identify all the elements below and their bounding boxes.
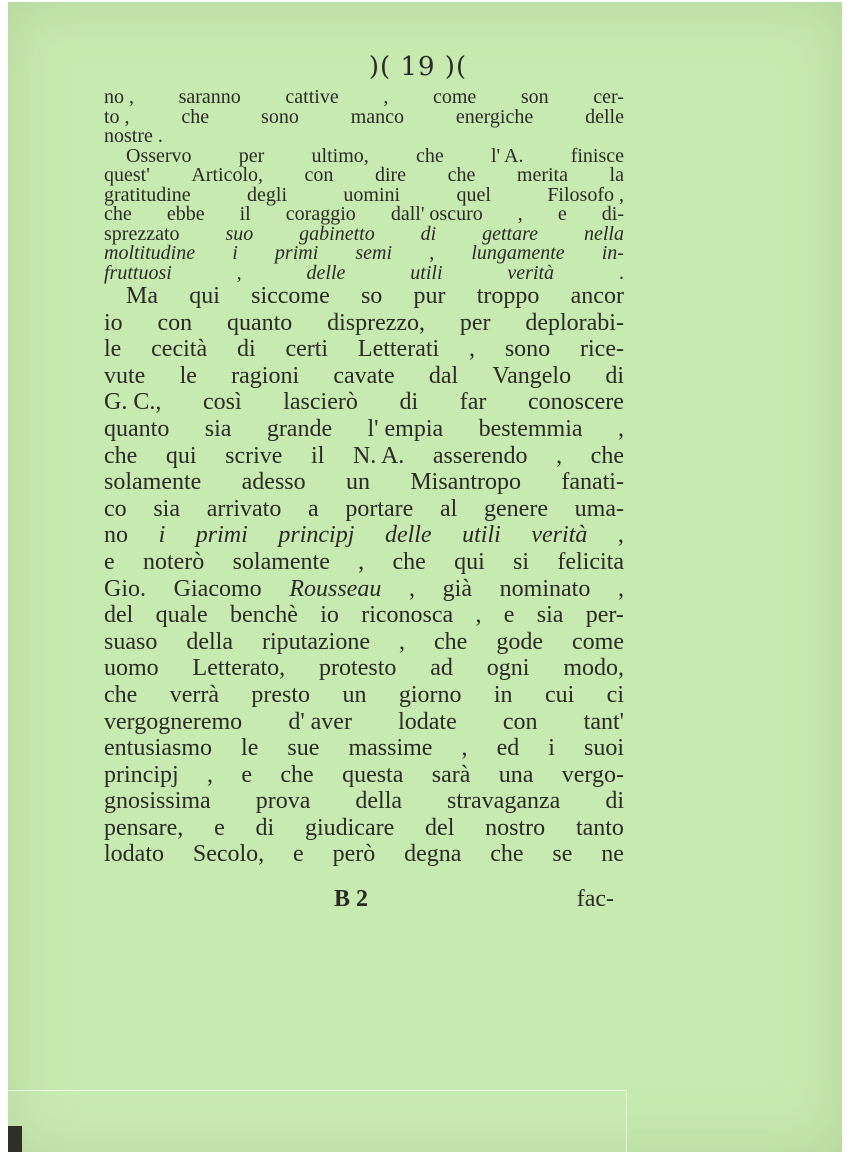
text-segment: prova <box>255 788 311 815</box>
text-segment: verità <box>507 261 555 284</box>
text-segment: N. A. <box>352 442 405 469</box>
text-segment: e <box>557 203 567 225</box>
text-segment: manco <box>350 105 405 128</box>
text-segment: Misantropo <box>410 469 521 496</box>
text-segment: Filosofo , <box>547 183 624 206</box>
text-segment: moltitudine <box>104 242 196 264</box>
text-segment: Osservo <box>126 144 192 167</box>
text-segment: riconosca <box>361 602 454 629</box>
text-segment: certi <box>285 336 329 363</box>
text-segment: le <box>179 362 197 389</box>
text-segment: sarà <box>431 761 471 788</box>
text-segment: principj <box>278 522 355 549</box>
text-segment: verità <box>531 522 588 549</box>
text-segment: io <box>320 602 339 629</box>
text-segment: massime <box>348 735 433 762</box>
text-segment: quel <box>456 183 491 206</box>
text-segment: coraggio <box>285 203 356 225</box>
text-segment: , <box>618 575 624 602</box>
text-segment: portare <box>345 495 414 522</box>
text-segment: ed <box>496 735 520 762</box>
text-segment: semi <box>355 242 393 264</box>
text-line <box>104 496 624 523</box>
text-segment: nella <box>583 222 624 245</box>
page-header: )( 19 )( <box>368 52 468 82</box>
scan-overlay-strip <box>8 1090 627 1153</box>
text-segment: , <box>617 522 624 549</box>
text-segment: gode <box>496 628 543 655</box>
text-segment: di <box>236 336 256 363</box>
text-segment: ragioni <box>231 362 300 389</box>
text-segment: Rousseau <box>289 575 382 602</box>
text-segment: di- <box>601 203 624 225</box>
text-line <box>104 336 624 363</box>
text-segment: cer- <box>593 86 624 108</box>
text-segment: vute <box>104 362 146 389</box>
text-segment: Letterato, <box>192 655 286 682</box>
text-segment: che <box>415 144 444 167</box>
text-line <box>104 735 624 762</box>
text-line <box>104 549 624 576</box>
text-segment: ci <box>606 681 624 708</box>
text-segment: so <box>360 283 383 309</box>
text-segment: Ma <box>126 283 158 309</box>
text-segment: primi <box>274 242 319 264</box>
text-line <box>104 469 624 496</box>
text-segment: in- <box>601 242 624 264</box>
text-segment: del <box>104 602 134 629</box>
signature-mark: B 2 <box>334 886 369 912</box>
text-segment: suaso <box>104 628 158 655</box>
text-segment: Secolo, <box>192 841 265 868</box>
text-segment: ad <box>430 655 453 682</box>
text-segment: con <box>157 309 193 336</box>
text-segment: , <box>398 628 405 655</box>
text-segment: i <box>232 242 238 264</box>
text-segment: degna <box>404 841 462 868</box>
text-segment: troppo <box>476 283 540 309</box>
text-segment: , <box>469 336 476 363</box>
text-segment: , <box>358 548 365 575</box>
text-segment: che <box>104 203 132 225</box>
text-segment: i <box>158 522 166 549</box>
text-segment: far <box>459 389 487 416</box>
text-segment: che <box>104 442 138 469</box>
text-segment: e <box>241 761 253 788</box>
text-segment: per <box>459 309 491 336</box>
text-segment: che <box>490 841 524 868</box>
text-segment: solamente <box>104 469 202 496</box>
text-line <box>104 841 624 868</box>
text-segment: entusiasmo <box>104 735 212 762</box>
page-footer <box>104 886 624 916</box>
text-segment: sia <box>536 602 564 629</box>
text-segment: deplorabi- <box>525 309 624 336</box>
text-segment: questa <box>342 761 404 788</box>
text-segment: presto <box>251 681 311 708</box>
text-segment: , <box>617 415 624 442</box>
text-line <box>104 283 624 310</box>
text-segment: Vangelo <box>492 362 572 389</box>
text-segment: , <box>236 261 242 284</box>
text-segment: un <box>342 681 367 708</box>
paragraph <box>104 144 624 284</box>
text-line <box>104 602 624 629</box>
text-segment: così <box>202 389 242 416</box>
text-segment: qui <box>165 442 197 469</box>
text-segment: son <box>520 86 549 108</box>
text-segment: di <box>399 389 419 416</box>
text-segment: rice- <box>580 336 624 363</box>
text-segment: fruttuosi <box>104 261 172 284</box>
text-segment: G. C., <box>104 389 162 416</box>
text-segment: lascierò <box>283 389 358 416</box>
text-segment: tant' <box>583 708 624 735</box>
text-segment: , <box>409 575 415 602</box>
text-segment: scrive <box>225 442 283 469</box>
text-segment: che <box>104 681 138 708</box>
text-segment: che <box>181 105 210 128</box>
text-segment: un <box>345 469 370 496</box>
text-segment: cecità <box>151 336 208 363</box>
text-segment: i <box>548 735 555 762</box>
text-segment: le <box>104 336 122 363</box>
text-segment: quale <box>155 602 208 629</box>
text-segment: Articolo, <box>191 164 264 186</box>
text-segment: genere <box>484 495 548 522</box>
text-segment: riputazione <box>262 628 370 655</box>
text-line <box>104 261 624 284</box>
text-line <box>104 682 624 709</box>
text-segment: , <box>461 735 468 762</box>
text-line <box>104 709 624 736</box>
text-segment: uomo <box>104 655 159 682</box>
text-segment: vergo- <box>561 761 624 788</box>
text-segment: se <box>552 841 573 868</box>
scan-edge-mark <box>8 1126 22 1152</box>
text-segment: delle <box>384 522 432 549</box>
text-segment: di <box>255 814 275 841</box>
text-segment: che <box>590 442 624 469</box>
text-segment: cavate <box>333 362 395 389</box>
text-segment: lodato <box>104 841 164 868</box>
text-segment: a <box>308 495 319 522</box>
text-segment: suo <box>225 222 254 245</box>
text-segment: come <box>432 86 477 108</box>
text-segment: primi <box>195 522 248 549</box>
text-line <box>104 389 624 416</box>
text-segment: l' A. <box>490 144 524 167</box>
text-segment: disprezzo, <box>327 309 426 336</box>
text-segment: cui <box>544 681 575 708</box>
text-segment: to , <box>104 105 130 128</box>
text-line <box>104 655 624 682</box>
text-line <box>104 762 624 789</box>
text-segment: per <box>238 144 265 167</box>
text-segment: dal <box>428 362 459 389</box>
text-segment: bestemmia <box>478 415 583 442</box>
text-segment: co <box>104 495 127 522</box>
text-segment: sia <box>204 415 232 442</box>
text-segment: uma- <box>574 495 624 522</box>
text-segment: suoi <box>583 735 624 762</box>
text-segment: che <box>447 164 476 186</box>
text-segment: si <box>513 548 530 575</box>
text-segment: Giacomo <box>173 575 262 602</box>
text-segment: delle <box>306 261 346 284</box>
text-segment: finisce <box>570 144 624 167</box>
text-segment: saranno <box>178 86 241 108</box>
text-segment: modo, <box>563 655 624 682</box>
paragraph <box>104 283 624 868</box>
text-line <box>104 363 624 390</box>
text-segment: adesso <box>241 469 306 496</box>
text-segment: ne <box>601 841 624 868</box>
text-segment: degli <box>247 183 288 206</box>
text-line <box>104 105 624 128</box>
text-segment: della <box>186 628 233 655</box>
text-segment: cattive <box>285 86 339 108</box>
text-segment: l' empia <box>367 415 444 442</box>
text-segment: gnosissima <box>104 788 211 815</box>
text-segment: gratitudine <box>104 183 191 206</box>
text-segment: sono <box>504 336 551 363</box>
text-segment: nominato <box>499 575 591 602</box>
text-segment: no , <box>104 86 134 108</box>
text-segment: e <box>104 548 115 575</box>
text-segment: qui <box>189 283 220 309</box>
catchword: fac- <box>576 886 614 912</box>
text-segment: vergogneremo <box>104 708 243 735</box>
text-segment: , <box>517 203 523 225</box>
text-segment: no <box>104 522 128 549</box>
text-segment: principj <box>104 761 179 788</box>
text-segment: d' aver <box>288 708 352 735</box>
text-segment: che <box>280 761 314 788</box>
text-line <box>104 310 624 337</box>
text-segment: Letterati <box>357 336 440 363</box>
text-segment: la <box>609 164 624 186</box>
text-segment: conoscere <box>528 389 624 416</box>
text-line <box>104 127 624 147</box>
text-segment: nostro <box>485 814 546 841</box>
text-segment: del <box>425 814 455 841</box>
text-segment: sono <box>261 105 299 128</box>
text-segment: , <box>475 602 482 629</box>
text-segment: uomini <box>343 183 401 206</box>
text-segment: dire <box>374 164 407 186</box>
text-segment: il <box>239 203 251 225</box>
text-segment: ogni <box>486 655 530 682</box>
text-segment: di <box>605 362 624 389</box>
text-segment: quanto <box>104 415 170 442</box>
text-segment: giorno <box>398 681 462 708</box>
text-segment: arrivato <box>206 495 282 522</box>
text-segment: e <box>214 814 225 841</box>
text-segment: stravaganza <box>447 788 561 815</box>
text-line <box>104 629 624 656</box>
text-segment: già <box>442 575 472 602</box>
text-segment: gettare <box>482 222 539 245</box>
text-segment: , <box>383 86 389 108</box>
text-segment: di <box>420 222 437 245</box>
text-line <box>104 788 624 815</box>
text-segment: energiche <box>455 105 534 128</box>
text-segment: verrà <box>169 681 219 708</box>
book-page <box>8 2 842 1152</box>
text-line <box>104 576 624 603</box>
text-segment: e <box>503 602 515 629</box>
text-segment: felicita <box>557 548 624 575</box>
text-segment: quest' <box>104 164 150 186</box>
text-segment: ancor <box>570 283 624 309</box>
text-line <box>104 815 624 842</box>
text-segment: e <box>293 841 304 868</box>
text-segment: giudicare <box>304 814 395 841</box>
text-segment: protesto <box>319 655 397 682</box>
text-segment: , <box>556 442 563 469</box>
text-segment: sprezzato <box>104 222 180 245</box>
text-line <box>104 166 624 186</box>
text-segment: lungamente <box>471 242 565 264</box>
text-segment: solamente <box>232 548 330 575</box>
text-segment: , <box>207 761 214 788</box>
text-segment: grande <box>266 415 333 442</box>
text-segment: . <box>618 261 624 284</box>
text-segment: al <box>440 495 458 522</box>
text-segment: noterò <box>142 548 205 575</box>
text-segment: asserendo <box>432 442 528 469</box>
text-segment: le <box>241 735 259 762</box>
text-segment: delle <box>585 105 624 128</box>
text-segment: dall' oscuro <box>390 203 483 225</box>
text-line <box>104 244 624 264</box>
page-body <box>104 88 624 868</box>
text-segment: sia <box>153 495 181 522</box>
text-segment: però <box>332 841 376 868</box>
text-segment: ultimo, <box>311 144 369 167</box>
text-segment: che <box>434 628 468 655</box>
text-segment: io <box>104 309 123 336</box>
text-segment: con <box>304 164 334 186</box>
text-line <box>104 522 624 549</box>
text-segment: della <box>355 788 403 815</box>
text-segment: utili <box>462 522 501 549</box>
text-segment: , <box>429 242 435 264</box>
text-segment: Gio. <box>104 575 146 602</box>
text-line <box>104 416 624 443</box>
text-segment: sue <box>287 735 320 762</box>
text-segment: in <box>493 681 513 708</box>
text-segment: nostre . <box>104 125 163 147</box>
text-segment: lodate <box>398 708 457 735</box>
text-segment: pur <box>413 283 446 309</box>
text-segment: siccome <box>251 283 330 309</box>
text-segment: benchè <box>229 602 298 629</box>
text-line <box>104 88 624 108</box>
text-segment: gabinetto <box>299 222 375 245</box>
text-segment: con <box>502 708 538 735</box>
text-segment: che <box>392 548 426 575</box>
text-segment: una <box>498 761 534 788</box>
text-line <box>104 205 624 225</box>
text-segment: di <box>605 788 624 815</box>
text-segment: il <box>311 442 325 469</box>
text-line <box>104 443 624 470</box>
text-segment: fanati- <box>561 469 624 496</box>
paragraph <box>104 88 624 147</box>
text-segment: quanto <box>226 309 293 336</box>
text-segment: qui <box>454 548 485 575</box>
text-segment: merita <box>516 164 568 186</box>
text-segment: pensare, <box>104 814 184 841</box>
text-segment: ebbe <box>166 203 205 225</box>
text-segment: come <box>572 628 624 655</box>
text-segment: utili <box>410 261 443 284</box>
text-segment: tanto <box>575 814 624 841</box>
text-segment: per- <box>585 602 624 629</box>
